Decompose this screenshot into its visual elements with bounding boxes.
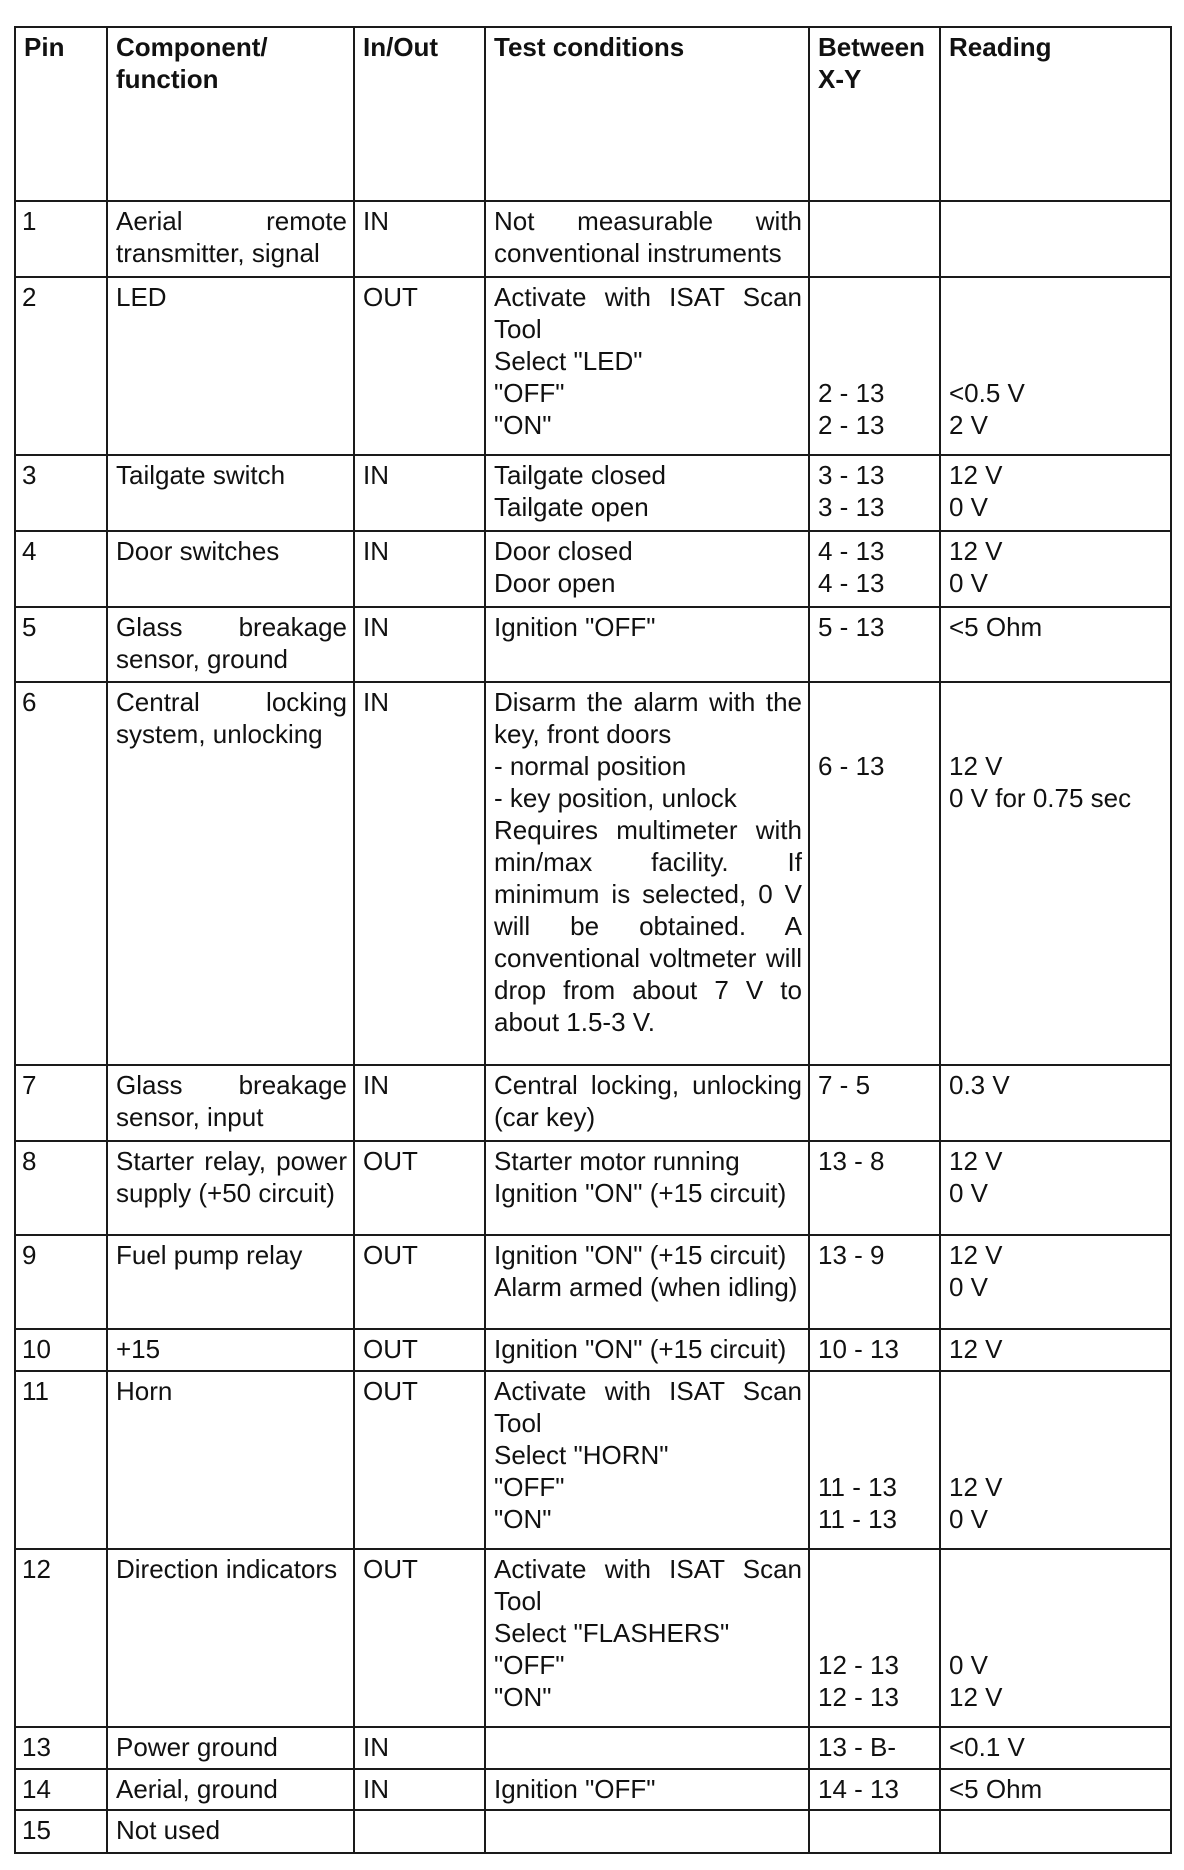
- cell-test-conditions: Central locking, unlocking (car key): [485, 1065, 809, 1141]
- cell-component: LED: [107, 277, 354, 455]
- cell-between: 3 - 13 3 - 13: [809, 455, 940, 531]
- cell-between: 5 - 13: [809, 607, 940, 683]
- table-row: [15, 1329, 1171, 1371]
- table-row: [15, 1235, 1171, 1329]
- table-row: [15, 1371, 1171, 1549]
- cell-component: Door switches: [107, 531, 354, 607]
- pin-test-table: [14, 26, 1172, 1854]
- cell-test-conditions: [485, 1727, 809, 1769]
- cell-test-conditions: Activate with ISAT Scan Tool Select "FLASHERS" "OFF" "ON": [485, 1549, 809, 1727]
- cell-reading: 12 V 0 V for 0.75 sec: [940, 682, 1171, 1065]
- cell-pin: 6: [15, 682, 107, 1065]
- cell-reading: 12 V 0 V: [940, 455, 1171, 531]
- cell-in-out: OUT: [354, 1235, 485, 1329]
- cell-in-out: IN: [354, 682, 485, 1065]
- cell-pin: 11: [15, 1371, 107, 1549]
- cell-in-out: OUT: [354, 1329, 485, 1371]
- cell-test-conditions: Tailgate closed Tailgate open: [485, 455, 809, 531]
- cell-in-out: [354, 1810, 485, 1853]
- cell-between: 13 - 9: [809, 1235, 940, 1329]
- header-between: Between X-Y: [809, 27, 940, 201]
- cell-pin: 10: [15, 1329, 107, 1371]
- header-component: Component/ function: [107, 27, 354, 201]
- table-row: [15, 1141, 1171, 1235]
- cell-pin: 15: [15, 1810, 107, 1853]
- table-row: [15, 682, 1171, 1065]
- cell-reading: 12 V: [940, 1329, 1171, 1371]
- cell-test-conditions: Disarm the alarm with the key, front doors - normal position - key position, unlock Requires multimeter with min/max facility. If minimum is selected, 0 V will be obtained. A conventional voltmeter will drop from about 7 V to about 1.5-3 V.: [485, 682, 809, 1065]
- cell-in-out: IN: [354, 455, 485, 531]
- cell-reading: 12 V 0 V: [940, 1371, 1171, 1549]
- cell-in-out: OUT: [354, 1371, 485, 1549]
- header-in-out: In/Out: [354, 27, 485, 201]
- table-row: [15, 277, 1171, 455]
- cell-component: Glass breakage sensor, ground: [107, 607, 354, 683]
- cell-component: Horn: [107, 1371, 354, 1549]
- cell-component: Glass breakage sensor, input: [107, 1065, 354, 1141]
- cell-component: Fuel pump relay: [107, 1235, 354, 1329]
- cell-test-conditions: [485, 1810, 809, 1853]
- cell-between: 7 - 5: [809, 1065, 940, 1141]
- cell-test-conditions: Ignition "ON" (+15 circuit): [485, 1329, 809, 1371]
- cell-reading: <0.5 V 2 V: [940, 277, 1171, 455]
- cell-component: +15: [107, 1329, 354, 1371]
- cell-test-conditions: Ignition "OFF": [485, 607, 809, 683]
- cell-reading: 0 V 12 V: [940, 1549, 1171, 1727]
- cell-pin: 7: [15, 1065, 107, 1141]
- cell-between: 11 - 13 11 - 13: [809, 1371, 940, 1549]
- table-row: [15, 531, 1171, 607]
- cell-component: Tailgate switch: [107, 455, 354, 531]
- cell-reading: <5 Ohm: [940, 607, 1171, 683]
- cell-between: 13 - 8: [809, 1141, 940, 1235]
- cell-test-conditions: Activate with ISAT Scan Tool Select "HORN" "OFF" "ON": [485, 1371, 809, 1549]
- cell-between: 13 - B-: [809, 1727, 940, 1769]
- table-header: [15, 27, 1171, 201]
- cell-component: Direction indicators: [107, 1549, 354, 1727]
- table-row: [15, 455, 1171, 531]
- cell-reading: [940, 201, 1171, 277]
- cell-pin: 14: [15, 1769, 107, 1811]
- table-row: [15, 1727, 1171, 1769]
- cell-between: 12 - 13 12 - 13: [809, 1549, 940, 1727]
- cell-component: Central locking system, unlocking: [107, 682, 354, 1065]
- cell-pin: 13: [15, 1727, 107, 1769]
- cell-reading: [940, 1810, 1171, 1853]
- cell-between: 14 - 13: [809, 1769, 940, 1811]
- cell-component: Not used: [107, 1810, 354, 1853]
- cell-test-conditions: Starter motor running Ignition "ON" (+15 circuit): [485, 1141, 809, 1235]
- cell-component: Starter relay, power supply (+50 circuit): [107, 1141, 354, 1235]
- cell-pin: 4: [15, 531, 107, 607]
- table-row: [15, 1549, 1171, 1727]
- cell-reading: <0.1 V: [940, 1727, 1171, 1769]
- cell-in-out: OUT: [354, 277, 485, 455]
- header-test-conditions: Test conditions: [485, 27, 809, 201]
- table-row: [15, 201, 1171, 277]
- cell-test-conditions: Not measurable with conventional instruments: [485, 201, 809, 277]
- cell-in-out: IN: [354, 201, 485, 277]
- cell-between: 2 - 13 2 - 13: [809, 277, 940, 455]
- cell-component: Aerial remote transmitter, signal: [107, 201, 354, 277]
- cell-pin: 9: [15, 1235, 107, 1329]
- cell-reading: 12 V 0 V: [940, 1141, 1171, 1235]
- cell-reading: 12 V 0 V: [940, 1235, 1171, 1329]
- cell-pin: 5: [15, 607, 107, 683]
- table-row: [15, 1810, 1171, 1853]
- table-row: [15, 607, 1171, 683]
- cell-component: Power ground: [107, 1727, 354, 1769]
- cell-reading: 12 V 0 V: [940, 531, 1171, 607]
- cell-between: 6 - 13: [809, 682, 940, 1065]
- cell-reading: 0.3 V: [940, 1065, 1171, 1141]
- cell-component: Aerial, ground: [107, 1769, 354, 1811]
- cell-in-out: IN: [354, 531, 485, 607]
- cell-pin: 3: [15, 455, 107, 531]
- cell-test-conditions: Ignition "ON" (+15 circuit) Alarm armed (when idling): [485, 1235, 809, 1329]
- cell-in-out: OUT: [354, 1549, 485, 1727]
- cell-between: [809, 201, 940, 277]
- cell-pin: 1: [15, 201, 107, 277]
- cell-in-out: IN: [354, 1769, 485, 1811]
- pin-test-table-sheet: [14, 26, 1170, 1854]
- cell-pin: 8: [15, 1141, 107, 1235]
- cell-between: 4 - 13 4 - 13: [809, 531, 940, 607]
- table-body: [15, 201, 1171, 1853]
- cell-pin: 12: [15, 1549, 107, 1727]
- cell-reading: <5 Ohm: [940, 1769, 1171, 1811]
- cell-test-conditions: Activate with ISAT Scan Tool Select "LED" "OFF" "ON": [485, 277, 809, 455]
- cell-in-out: OUT: [354, 1141, 485, 1235]
- header-pin: Pin: [15, 27, 107, 201]
- cell-between: 10 - 13: [809, 1329, 940, 1371]
- cell-test-conditions: Door closed Door open: [485, 531, 809, 607]
- table-row: [15, 1769, 1171, 1811]
- table-row: [15, 1065, 1171, 1141]
- cell-test-conditions: Ignition "OFF": [485, 1769, 809, 1811]
- cell-between: [809, 1810, 940, 1853]
- cell-pin: 2: [15, 277, 107, 455]
- cell-in-out: IN: [354, 1065, 485, 1141]
- header-row: [15, 27, 1171, 201]
- header-reading: Reading: [940, 27, 1171, 201]
- cell-in-out: IN: [354, 1727, 485, 1769]
- cell-in-out: IN: [354, 607, 485, 683]
